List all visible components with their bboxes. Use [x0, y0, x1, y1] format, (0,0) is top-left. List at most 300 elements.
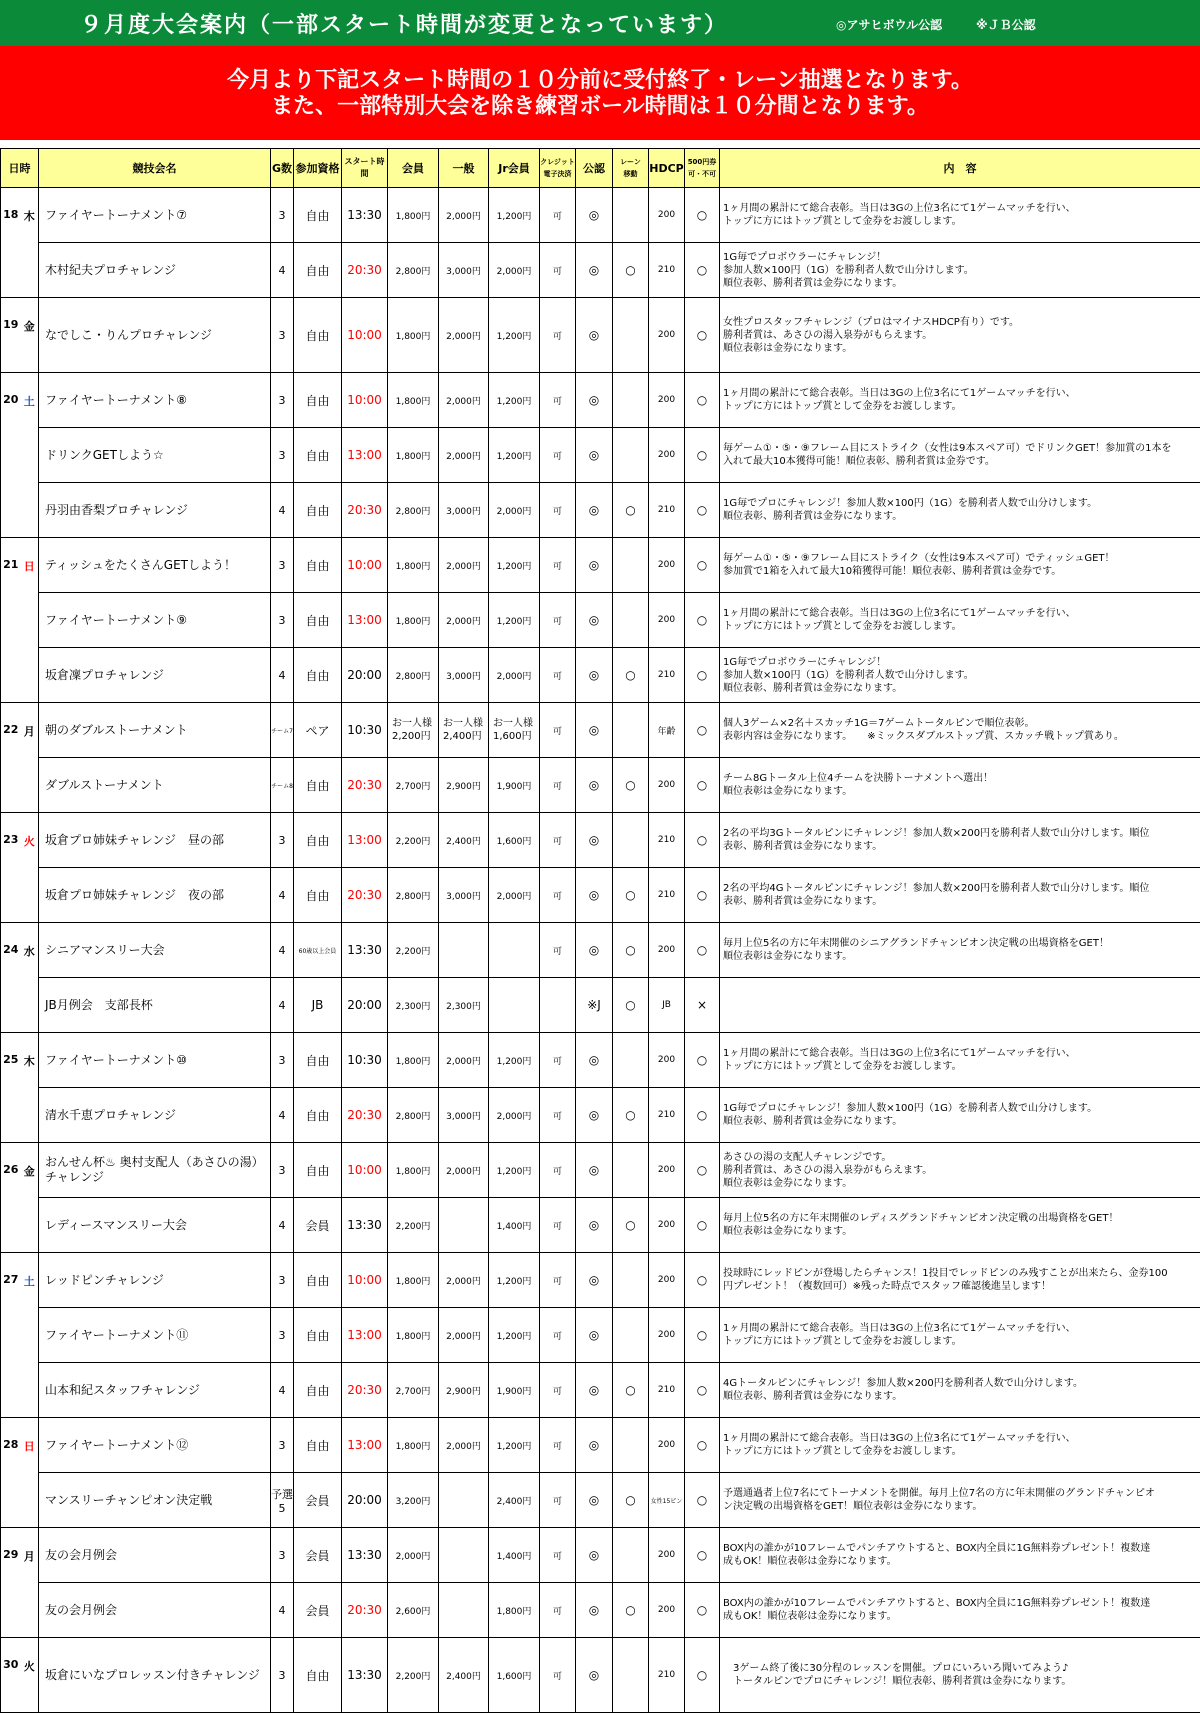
event-description: [720, 1033, 1200, 1088]
description-line: 成もOK！順位表彰は金券になります。: [723, 1555, 1200, 1568]
hdcp-value: 200: [649, 1528, 685, 1583]
fee-general: [439, 483, 489, 538]
description-line: 個人3ゲーム×2名＋スカッチ1G＝7ゲームトータルピンで順位表彰。: [723, 717, 1200, 730]
description-line: トップに方にはトップ賞として金券をお渡しします。: [723, 1335, 1200, 1348]
day-number: 26: [1, 1143, 21, 1253]
fee-member-value: 2,800円: [388, 889, 438, 902]
official-mark: ◎: [576, 1418, 613, 1473]
event-name: ティッシュをたくさんGETしよう！: [39, 538, 271, 593]
fee-junior: [489, 1308, 540, 1363]
hdcp-value: 210: [649, 243, 685, 298]
official-mark: ※J: [576, 978, 613, 1033]
lane-change-mark: ○: [613, 243, 649, 298]
tournament-schedule-table: [0, 148, 1200, 1713]
event-description: [720, 538, 1200, 593]
start-time: 20:00: [342, 978, 388, 1033]
voucher-mark: ○: [685, 298, 720, 373]
description-line: 1ヶ月間の累計にて総合表彰。当日は3Gの上位3名にて1ゲームマッチを行い、: [723, 202, 1200, 215]
description-line: 1ヶ月間の累計にて総合表彰。当日は3Gの上位3名にて1ゲームマッチを行い、: [723, 1047, 1200, 1060]
game-count: 4: [271, 243, 294, 298]
hdcp-value: 210: [649, 813, 685, 868]
start-time: 10:00: [342, 1253, 388, 1308]
fee-general: [439, 1253, 489, 1308]
day-number: 22: [1, 703, 21, 813]
event-name: 友の会月例会: [39, 1528, 271, 1583]
fee-junior: [489, 593, 540, 648]
fee-member-value: 2,800円: [388, 1109, 438, 1122]
fee-junior-value: 1,200円: [489, 329, 539, 342]
start-time: 13:00: [342, 1418, 388, 1473]
table-row: [1, 1363, 1200, 1418]
fee-general: [439, 243, 489, 298]
day-of-week: 木: [21, 1033, 39, 1143]
fee-member: [388, 298, 439, 373]
event-description: [720, 1088, 1200, 1143]
official-mark: ◎: [576, 538, 613, 593]
game-count: 4: [271, 1363, 294, 1418]
fee-general: [439, 1583, 489, 1638]
eligibility: 自由: [294, 188, 342, 243]
event-name: ファイヤートーナメント⑧: [39, 373, 271, 428]
col-voucher: 500円券 可・不可: [685, 149, 720, 188]
fee-member: [388, 1583, 439, 1638]
eligibility: 会員: [294, 1528, 342, 1583]
fee-junior-value: 2,000円: [489, 504, 539, 517]
lane-change-mark: ○: [613, 1088, 649, 1143]
credit-payment: 可: [540, 298, 576, 373]
fee-member: [388, 1253, 439, 1308]
credit-payment: 可: [540, 1253, 576, 1308]
day-of-week: 水: [21, 923, 39, 1033]
fee-general: [439, 1143, 489, 1198]
fee-general-value: 3,000円: [439, 669, 488, 682]
official-mark: ◎: [576, 1528, 613, 1583]
fee-junior-value: 1,200円: [489, 614, 539, 627]
game-count: 4: [271, 483, 294, 538]
description-line: 毎ゲーム①・⑤・⑨フレーム目にストライク（女性は9本スペア可）でドリンクGET！参加賞の1本を: [723, 442, 1200, 455]
hdcp-value: 200: [649, 1583, 685, 1638]
fee-junior: [489, 1088, 540, 1143]
fee-general: [439, 1088, 489, 1143]
fee-member: [388, 1473, 439, 1528]
fee-general: [439, 1308, 489, 1363]
event-description: [720, 243, 1200, 298]
description-line: 1ヶ月間の累計にて総合表彰。当日は3Gの上位3名にて1ゲームマッチを行い、: [723, 607, 1200, 620]
official-mark: ◎: [576, 1638, 613, 1713]
voucher-mark: ○: [685, 1253, 720, 1308]
fee-junior: [489, 978, 540, 1033]
day-number: 25: [1, 1033, 21, 1143]
fee-member: [388, 1033, 439, 1088]
voucher-mark: ○: [685, 1198, 720, 1253]
day-number: 24: [1, 923, 21, 1033]
official-mark: ◎: [576, 1253, 613, 1308]
table-row: [1, 923, 1200, 978]
hdcp-value: 女性15ピン: [649, 1473, 685, 1528]
description-line: 表彰、勝利者賞は金券になります。: [723, 840, 1200, 853]
start-time: 13:00: [342, 813, 388, 868]
eligibility: 自由: [294, 538, 342, 593]
fee-member: [388, 243, 439, 298]
official-mark: ◎: [576, 1033, 613, 1088]
day-of-week: 火: [21, 1638, 39, 1713]
day-number: 30: [1, 1638, 21, 1713]
description-line: 表彰、勝利者賞は金券になります。: [723, 895, 1200, 908]
lane-change-mark: [613, 373, 649, 428]
day-of-week: 土: [21, 373, 39, 538]
credit-payment: 可: [540, 813, 576, 868]
official-mark: ◎: [576, 593, 613, 648]
col-hdcp: HDCP: [649, 149, 685, 188]
eligibility: ペア: [294, 703, 342, 758]
table-row: [1, 593, 1200, 648]
start-time: 20:30: [342, 868, 388, 923]
fee-junior: [489, 703, 540, 758]
col-general: 一般: [439, 149, 489, 188]
start-time: 20:00: [342, 1473, 388, 1528]
event-description: [720, 483, 1200, 538]
description-line: 入れて最大10本獲得可能！順位表彰、勝利者賞は金券です。: [723, 455, 1200, 468]
fee-member: [388, 483, 439, 538]
hdcp-value: 210: [649, 648, 685, 703]
event-name: なでしこ・りんプロチャレンジ: [39, 298, 271, 373]
lane-change-mark: [613, 1638, 649, 1713]
official-mark: ◎: [576, 1088, 613, 1143]
eligibility: 会員: [294, 1198, 342, 1253]
hdcp-value: JB: [649, 978, 685, 1033]
fee-junior: [489, 298, 540, 373]
game-count: 3: [271, 428, 294, 483]
voucher-mark: ○: [685, 868, 720, 923]
description-line: 毎ゲーム①・⑤・⑨フレーム目にストライク（女性は9本スペア可）でティッシュGET！: [723, 552, 1200, 565]
fee-junior-value: 1,800円: [489, 1604, 539, 1617]
fee-junior-value: 1,600円: [489, 834, 539, 847]
voucher-mark: ×: [685, 978, 720, 1033]
fee-general-value: 2,000円: [439, 329, 488, 342]
hdcp-value: 200: [649, 373, 685, 428]
start-time: 20:30: [342, 1088, 388, 1143]
official-mark: ◎: [576, 1583, 613, 1638]
fee-junior: [489, 868, 540, 923]
event-description: [720, 978, 1200, 1033]
fee-member: [388, 1638, 439, 1713]
event-name: ダブルストーナメント: [39, 758, 271, 813]
fee-member-value: 1,800円: [388, 559, 438, 572]
eligibility: 自由: [294, 868, 342, 923]
hdcp-value: 210: [649, 1088, 685, 1143]
event-name: 坂倉にいなプロレッスン付きチャレンジ: [39, 1638, 271, 1713]
start-time: 20:30: [342, 483, 388, 538]
eligibility: 自由: [294, 813, 342, 868]
col-content: 内 容: [720, 149, 1200, 188]
game-count: 4: [271, 923, 294, 978]
event-name: おんせん杯♨ 奥村支配人（あさひの湯）チャレンジ: [39, 1143, 271, 1198]
start-time: 10:00: [342, 1143, 388, 1198]
fee-general: [439, 868, 489, 923]
description-line: 順位表彰は金券になります。: [723, 1225, 1200, 1238]
fee-junior-value: 1,200円: [489, 1054, 539, 1067]
event-name: ファイヤートーナメント⑨: [39, 593, 271, 648]
description-line: 順位表彰、勝利者賞は金券になります。: [723, 682, 1200, 695]
fee-junior: [489, 1473, 540, 1528]
credit-payment: 可: [540, 1583, 576, 1638]
credit-payment: 可: [540, 188, 576, 243]
official-mark: ◎: [576, 428, 613, 483]
description-line: 1G毎でプロボウラーにチャレンジ！: [723, 656, 1200, 669]
fee-member: [388, 923, 439, 978]
col-credit: クレジット 電子決済: [540, 149, 576, 188]
fee-junior-value: 1,200円: [489, 209, 539, 222]
description-line: トップに方にはトップ賞として金券をお渡しします。: [723, 620, 1200, 633]
hdcp-value: 200: [649, 923, 685, 978]
fee-member-value: 1,800円: [388, 1329, 438, 1342]
credit-payment: 可: [540, 1418, 576, 1473]
fee-general-value: 2,000円: [439, 449, 488, 462]
description-line: 表彰内容は金券になります。 ※ミックスダブルストップ賞、スカッチ戦トップ賞あり。: [723, 730, 1200, 743]
fee-general: [439, 1418, 489, 1473]
voucher-mark: ○: [685, 703, 720, 758]
fee-junior-value: 1,200円: [489, 1164, 539, 1177]
lane-change-mark: [613, 1253, 649, 1308]
fee-junior-value: 1,200円: [489, 449, 539, 462]
day-number: 21: [1, 538, 21, 703]
lane-change-mark: ○: [613, 978, 649, 1033]
credit-payment: [540, 978, 576, 1033]
eligibility: 自由: [294, 758, 342, 813]
event-name: ファイヤートーナメント⑫: [39, 1418, 271, 1473]
fee-general: [439, 1198, 489, 1253]
start-time: 13:30: [342, 188, 388, 243]
official-mark: ◎: [576, 703, 613, 758]
voucher-mark: ○: [685, 483, 720, 538]
fee-general-value: 2,000円: [439, 559, 488, 572]
fee-member-value: 1,800円: [388, 329, 438, 342]
day-of-week: 木: [21, 188, 39, 298]
eligibility: 自由: [294, 1363, 342, 1418]
lane-change-mark: [613, 1528, 649, 1583]
event-name: ファイヤートーナメント⑪: [39, 1308, 271, 1363]
fee-junior: [489, 1583, 540, 1638]
lane-change-mark: ○: [613, 868, 649, 923]
event-description: [720, 1198, 1200, 1253]
fee-junior: [489, 243, 540, 298]
day-number: 18: [1, 188, 21, 298]
game-count: 3: [271, 538, 294, 593]
voucher-mark: ○: [685, 428, 720, 483]
event-name: 木村紀夫プロチャレンジ: [39, 243, 271, 298]
credit-payment: 可: [540, 1638, 576, 1713]
eligibility: 自由: [294, 1033, 342, 1088]
credit-payment: 可: [540, 923, 576, 978]
voucher-mark: ○: [685, 1308, 720, 1363]
fee-junior: [489, 1418, 540, 1473]
fee-general-value: 2,000円: [439, 614, 488, 627]
fee-member-value: 1,800円: [388, 1054, 438, 1067]
game-count: 4: [271, 648, 294, 703]
eligibility: 自由: [294, 1638, 342, 1713]
fee-general: [439, 1473, 489, 1528]
fee-junior: [489, 1528, 540, 1583]
voucher-mark: ○: [685, 373, 720, 428]
lane-change-mark: ○: [613, 1473, 649, 1528]
official-mark: ◎: [576, 813, 613, 868]
fee-member: [388, 593, 439, 648]
game-count: 3: [271, 1638, 294, 1713]
start-time: 20:30: [342, 243, 388, 298]
lane-change-mark: [613, 593, 649, 648]
description-line: トップに方にはトップ賞として金券をお渡しします。: [723, 215, 1200, 228]
table-row: [1, 428, 1200, 483]
official-mark: ◎: [576, 923, 613, 978]
event-name: レディースマンスリー大会: [39, 1198, 271, 1253]
fee-general-value: 2,000円: [439, 1439, 488, 1452]
col-member: 会員: [388, 149, 439, 188]
fee-general: [439, 813, 489, 868]
fee-general-value: 2,400円: [439, 834, 488, 847]
fee-junior-value: 2,000円: [489, 669, 539, 682]
eligibility: 自由: [294, 483, 342, 538]
description-line: 円プレゼント！（複数回可）※残った時点でスタッフ確認後進呈します！: [723, 1280, 1200, 1293]
table-row: [1, 1033, 1200, 1088]
event-name: マンスリーチャンピオン決定戦: [39, 1473, 271, 1528]
fee-general-value: 2,000円: [439, 1329, 488, 1342]
table-row: [1, 538, 1200, 593]
credit-payment: 可: [540, 483, 576, 538]
credit-payment: 可: [540, 868, 576, 923]
game-count: 3: [271, 1033, 294, 1088]
fee-general-value: 2,400円: [439, 1669, 488, 1682]
start-time: 13:00: [342, 593, 388, 648]
event-name: 坂倉プロ姉妹チャレンジ 夜の部: [39, 868, 271, 923]
eligibility: 自由: [294, 648, 342, 703]
credit-payment: 可: [540, 1363, 576, 1418]
fee-junior: [489, 373, 540, 428]
credit-payment: 可: [540, 648, 576, 703]
description-line: 順位表彰は金券になります。: [723, 342, 1200, 355]
lane-change-mark: ○: [613, 758, 649, 813]
game-count: チーム8: [271, 758, 294, 813]
hdcp-value: 200: [649, 298, 685, 373]
description-line: 参加人数×100円（1G）を勝利者人数で山分けします。: [723, 264, 1200, 277]
eligibility: 自由: [294, 1308, 342, 1363]
fee-member-value: 2,200円: [388, 834, 438, 847]
start-time: 10:00: [342, 538, 388, 593]
fee-junior-value: 2,000円: [489, 264, 539, 277]
description-line: 順位表彰は金券になります。: [723, 785, 1200, 798]
description-line: 1G毎でプロにチャレンジ！参加人数×100円（1G）を勝利者人数で山分けします。: [723, 497, 1200, 510]
fee-member: [388, 978, 439, 1033]
description-line: 順位表彰、勝利者賞は金券になります。: [723, 277, 1200, 290]
start-time: 13:00: [342, 1308, 388, 1363]
table-row: [1, 298, 1200, 373]
description-line: 勝利者賞は、あさひの湯入泉券がもらえます。: [723, 1164, 1200, 1177]
table-row: [1, 868, 1200, 923]
fee-general-value: 2,300円: [439, 999, 488, 1012]
event-description: [720, 1528, 1200, 1583]
hdcp-value: 200: [649, 1308, 685, 1363]
game-count: 3: [271, 1308, 294, 1363]
lane-change-mark: [613, 298, 649, 373]
credit-payment: 可: [540, 373, 576, 428]
fee-junior: [489, 813, 540, 868]
official-mark: ◎: [576, 758, 613, 813]
lane-change-mark: ○: [613, 923, 649, 978]
fee-general-value: 3,000円: [439, 264, 488, 277]
game-count: 3: [271, 373, 294, 428]
credit-payment: 可: [540, 758, 576, 813]
lane-change-mark: ○: [613, 483, 649, 538]
day-of-week: 金: [21, 1143, 39, 1253]
voucher-mark: ○: [685, 648, 720, 703]
eligibility: 自由: [294, 1143, 342, 1198]
description-line: トップに方にはトップ賞として金券をお渡しします。: [723, 1445, 1200, 1458]
hdcp-value: 210: [649, 868, 685, 923]
col-official: 公認: [576, 149, 613, 188]
game-count: チーム7: [271, 703, 294, 758]
fee-member: [388, 1308, 439, 1363]
description-line: 3ゲーム終了後に30分程のレッスンを開催。プロにいろいろ聞いてみよう♪: [723, 1662, 1200, 1675]
event-name: レッドピンチャレンジ: [39, 1253, 271, 1308]
fee-general-value: 2,900円: [439, 1384, 488, 1397]
lane-change-mark: [613, 813, 649, 868]
fee-junior: [489, 1143, 540, 1198]
start-time: 20:30: [342, 1583, 388, 1638]
fee-junior: [489, 1198, 540, 1253]
fee-member: [388, 1198, 439, 1253]
fee-junior-value: 1,200円: [489, 559, 539, 572]
credit-payment: 可: [540, 243, 576, 298]
description-line: 2名の平均3Gトータルピンにチャレンジ！参加人数×200円を勝利者人数で山分けします。順位: [723, 827, 1200, 840]
event-description: [720, 1308, 1200, 1363]
hdcp-value: 210: [649, 483, 685, 538]
event-description: [720, 813, 1200, 868]
event-description: [720, 923, 1200, 978]
day-of-week: 日: [21, 538, 39, 703]
start-time: 13:00: [342, 428, 388, 483]
fee-member: [388, 758, 439, 813]
event-name: 友の会月例会: [39, 1583, 271, 1638]
lane-change-mark: ○: [613, 1198, 649, 1253]
lane-change-mark: [613, 1308, 649, 1363]
description-line: 1ヶ月間の累計にて総合表彰。当日は3Gの上位3名にて1ゲームマッチを行い、: [723, 1322, 1200, 1335]
game-count: 3: [271, 298, 294, 373]
voucher-mark: ○: [685, 1583, 720, 1638]
table-row: [1, 1143, 1200, 1198]
fee-member-value: 2,600円: [388, 1604, 438, 1617]
event-name: 山本和紀スタッフチャレンジ: [39, 1363, 271, 1418]
fee-general-value: 3,000円: [439, 889, 488, 902]
game-count: 3: [271, 593, 294, 648]
fee-general: [439, 298, 489, 373]
event-description: [720, 868, 1200, 923]
game-count: 3: [271, 1143, 294, 1198]
description-line: トータルピンでプロにチャレンジ！順位表彰、勝利者賞は金券になります。: [723, 1675, 1200, 1688]
table-row: [1, 758, 1200, 813]
fee-general: [439, 188, 489, 243]
col-lane: レーン 移動: [613, 149, 649, 188]
fee-junior: [489, 538, 540, 593]
game-count: 3: [271, 188, 294, 243]
jb-certification-note: ※ＪＢ公認: [976, 16, 1036, 33]
fee-member-value: 1,800円: [388, 1274, 438, 1287]
event-name: ドリンクGETしよう☆: [39, 428, 271, 483]
credit-payment: 可: [540, 703, 576, 758]
hdcp-value: 210: [649, 1363, 685, 1418]
day-of-week: 月: [21, 1528, 39, 1638]
table-row: [1, 243, 1200, 298]
event-name: 丹羽由香梨プロチャレンジ: [39, 483, 271, 538]
hdcp-value: 200: [649, 1033, 685, 1088]
